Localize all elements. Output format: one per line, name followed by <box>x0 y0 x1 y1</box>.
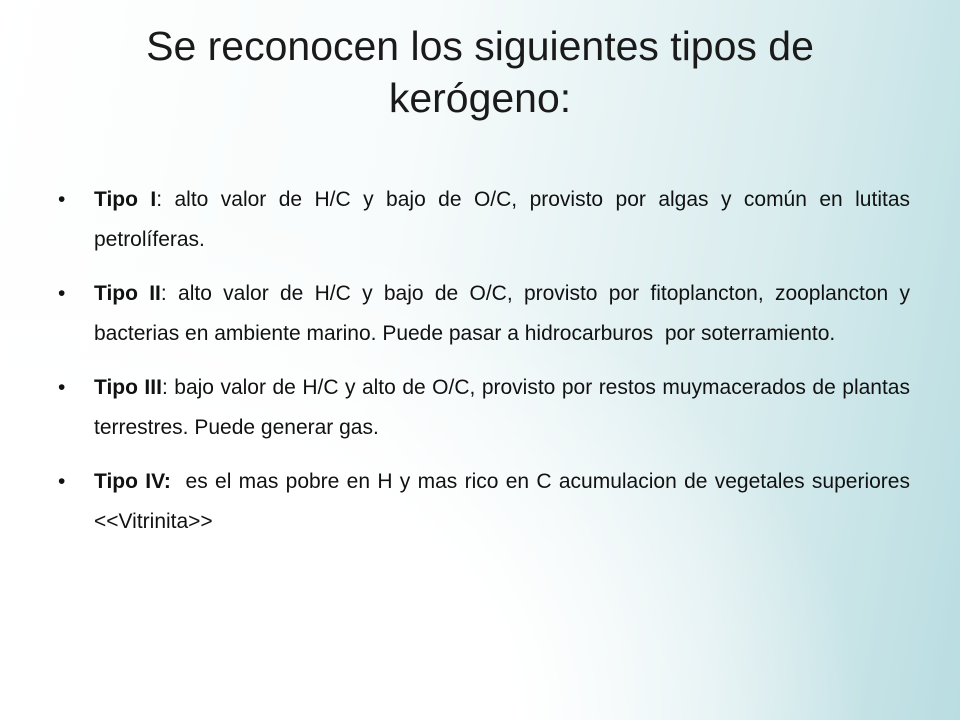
bullet-label: Tipo I <box>94 188 157 211</box>
bullet-icon: • <box>58 470 66 493</box>
bullet-text: : alto valor de H/C y bajo de O/C, provisto por fitoplancton, zooplancton y bacterias en ambiente marino. Puede pasar a hidrocarburos por soterramiento. <box>94 282 916 345</box>
bullet-item-tipo-2 <box>58 274 916 354</box>
bullet-item-tipo-1 <box>58 180 910 260</box>
bullet-item-tipo-4 <box>58 462 916 542</box>
bullet-text: : bajo valor de H/C y alto de O/C, provisto por restos muymacerados de plantas terrestres. Puede generar gas. <box>94 376 910 439</box>
bullet-label: Tipo II <box>94 282 161 305</box>
bullet-icon: • <box>58 282 66 305</box>
slide-title: Se reconocen los siguientes tipos de kerógeno: <box>146 23 814 121</box>
bullet-list <box>58 180 916 556</box>
bullet-text: : alto valor de H/C y bajo de O/C, provisto por algas y común en lutitas petrolíferas. <box>94 188 910 251</box>
bullet-item-tipo-3 <box>58 368 910 448</box>
bullet-icon: • <box>58 376 66 399</box>
bullet-text: es el mas pobre en H y mas rico en C acumulacion de vegetales superiores <<Vitrinita>> <box>94 470 916 533</box>
bullet-label: Tipo IV: <box>94 470 171 493</box>
bullet-label: Tipo III <box>94 376 162 399</box>
bullet-icon: • <box>58 188 66 211</box>
